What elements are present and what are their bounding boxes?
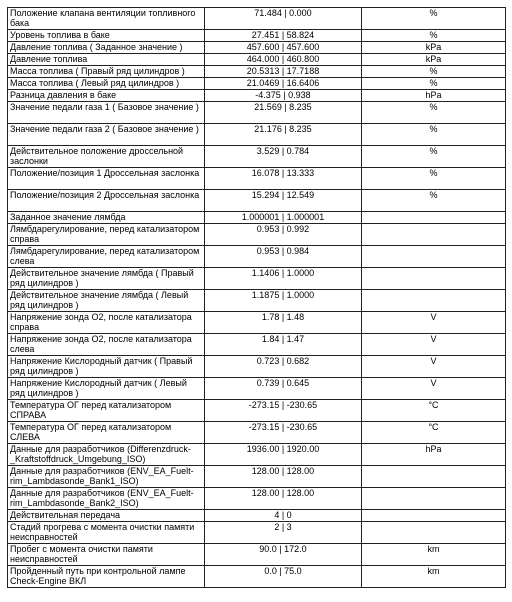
param-name: Действительное значение лямбда ( Левый ряд цилиндров ) xyxy=(8,290,205,312)
param-unit: °C xyxy=(362,400,506,422)
param-value: 0.739 | 0.645 xyxy=(205,378,362,400)
param-name: Стадий прогрева с момента очистки памяти неисправностей xyxy=(8,522,205,544)
table-row xyxy=(8,312,506,334)
param-value: 21.176 | 8.235 xyxy=(205,124,362,146)
param-name: Пробег с момента очистки памяти неисправностей xyxy=(8,544,205,566)
param-value: 27.451 | 58.824 xyxy=(205,30,362,42)
param-value: 90.0 | 172.0 xyxy=(205,544,362,566)
param-unit: V xyxy=(362,312,506,334)
table-row xyxy=(8,378,506,400)
parameters-table xyxy=(7,7,506,588)
param-value: 0.0 | 75.0 xyxy=(205,566,362,588)
param-name: Положение клапана вентиляции топливного бака xyxy=(8,8,205,30)
param-unit xyxy=(362,522,506,544)
param-name: Давление топлива ( Заданное значение ) xyxy=(8,42,205,54)
table-row xyxy=(8,356,506,378)
table-row xyxy=(8,566,506,588)
table-row xyxy=(8,290,506,312)
param-name: Масса топлива ( Левый ряд цилиндров ) xyxy=(8,78,205,90)
table-row xyxy=(8,42,506,54)
param-unit: kPa xyxy=(362,42,506,54)
param-name: Давление топлива xyxy=(8,54,205,66)
param-unit xyxy=(362,268,506,290)
param-unit: hPa xyxy=(362,444,506,466)
param-unit xyxy=(362,510,506,522)
table-row xyxy=(8,466,506,488)
param-name: Пройденный путь при контрольной лампе Check-Engine ВКЛ xyxy=(8,566,205,588)
table-row xyxy=(8,444,506,466)
table-row xyxy=(8,90,506,102)
param-value: 1936.00 | 1920.00 xyxy=(205,444,362,466)
param-value: 464.000 | 460.800 xyxy=(205,54,362,66)
param-name: Положение/позиция 2 Дроссельная заслонка xyxy=(8,190,205,212)
table-row xyxy=(8,422,506,444)
table-row xyxy=(8,66,506,78)
param-unit xyxy=(362,212,506,224)
param-unit: % xyxy=(362,8,506,30)
param-name: Действительное положение дроссельной заслонки xyxy=(8,146,205,168)
table-row xyxy=(8,190,506,212)
param-unit: V xyxy=(362,378,506,400)
table-row xyxy=(8,246,506,268)
param-unit: % xyxy=(362,146,506,168)
param-value: 0.953 | 0.992 xyxy=(205,224,362,246)
param-value: 20.5313 | 17.7188 xyxy=(205,66,362,78)
param-value: 4 | 0 xyxy=(205,510,362,522)
param-unit: % xyxy=(362,66,506,78)
param-name: Масса топлива ( Правый ряд цилиндров ) xyxy=(8,66,205,78)
param-value: -273.15 | -230.65 xyxy=(205,422,362,444)
table-row xyxy=(8,212,506,224)
param-value: 0.953 | 0.984 xyxy=(205,246,362,268)
param-value: 3.529 | 0.784 xyxy=(205,146,362,168)
table-row xyxy=(8,168,506,190)
param-unit: kPa xyxy=(362,54,506,66)
param-value: 21.569 | 8.235 xyxy=(205,102,362,124)
param-unit xyxy=(362,466,506,488)
param-value: 1.1875 | 1.0000 xyxy=(205,290,362,312)
param-value: 15.294 | 12.549 xyxy=(205,190,362,212)
param-name: Температура ОГ перед катализатором СПРАВА xyxy=(8,400,205,422)
table-row xyxy=(8,8,506,30)
param-name: Данные для разработчиков (ENV_EA_Fuelt-rim_Lambdasonde_Bank1_ISO) xyxy=(8,466,205,488)
param-unit: hPa xyxy=(362,90,506,102)
table-row xyxy=(8,334,506,356)
param-unit: V xyxy=(362,334,506,356)
param-unit: V xyxy=(362,356,506,378)
param-name: Напряжение зонда О2, после катализатора справа xyxy=(8,312,205,334)
param-value: 1.84 | 1.47 xyxy=(205,334,362,356)
param-name: Лямбдарегулирование, перед катализатором слева xyxy=(8,246,205,268)
param-name: Действительное значение лямбда ( Правый ряд цилиндров ) xyxy=(8,268,205,290)
param-value: -273.15 | -230.65 xyxy=(205,400,362,422)
param-name: Данные для разработчиков (ENV_EA_Fuelt-rim_Lambdasonde_Bank2_ISO) xyxy=(8,488,205,510)
table-row xyxy=(8,544,506,566)
param-name: Разница давления в баке xyxy=(8,90,205,102)
table-row xyxy=(8,510,506,522)
param-value: 0.723 | 0.682 xyxy=(205,356,362,378)
param-unit: % xyxy=(362,102,506,124)
param-value: 16.078 | 13.333 xyxy=(205,168,362,190)
param-value: 21.0469 | 16.6406 xyxy=(205,78,362,90)
table-row xyxy=(8,102,506,124)
param-unit: % xyxy=(362,190,506,212)
param-unit: °C xyxy=(362,422,506,444)
table-row xyxy=(8,146,506,168)
table-row xyxy=(8,522,506,544)
table-row xyxy=(8,488,506,510)
param-unit: % xyxy=(362,30,506,42)
table-row xyxy=(8,124,506,146)
param-value: 1.1406 | 1.0000 xyxy=(205,268,362,290)
param-value: 1.000001 | 1.000001 xyxy=(205,212,362,224)
param-name: Действительная передача xyxy=(8,510,205,522)
param-unit: km xyxy=(362,544,506,566)
param-unit: % xyxy=(362,124,506,146)
param-name: Положение/позиция 1 Дроссельная заслонка xyxy=(8,168,205,190)
param-name: Значение педали газа 1 ( Базовое значение ) xyxy=(8,102,205,124)
param-name: Значение педали газа 2 ( Базовое значение ) xyxy=(8,124,205,146)
param-unit xyxy=(362,224,506,246)
param-unit xyxy=(362,290,506,312)
param-value: -4.375 | 0.938 xyxy=(205,90,362,102)
param-name: Напряжение Кислородный датчик ( Левый ряд цилиндров ) xyxy=(8,378,205,400)
param-name: Уровень топлива в баке xyxy=(8,30,205,42)
param-unit: % xyxy=(362,168,506,190)
table-row xyxy=(8,224,506,246)
param-name: Напряжение зонда О2, после катализатора слева xyxy=(8,334,205,356)
param-value: 457.600 | 457.600 xyxy=(205,42,362,54)
param-value: 2 | 3 xyxy=(205,522,362,544)
param-unit: km xyxy=(362,566,506,588)
param-name: Лямбдарегулирование, перед катализатором справа xyxy=(8,224,205,246)
table-row xyxy=(8,54,506,66)
table-row xyxy=(8,30,506,42)
param-name: Напряжение Кислородный датчик ( Правый ряд цилиндров ) xyxy=(8,356,205,378)
param-unit: % xyxy=(362,78,506,90)
param-value: 1.78 | 1.48 xyxy=(205,312,362,334)
param-value: 128.00 | 128.00 xyxy=(205,488,362,510)
param-unit xyxy=(362,246,506,268)
table-row xyxy=(8,268,506,290)
param-name: Температура ОГ перед катализатором СЛЕВА xyxy=(8,422,205,444)
param-name: Заданное значение лямбда xyxy=(8,212,205,224)
param-value: 71.484 | 0.000 xyxy=(205,8,362,30)
param-name: Данные для разработчиков (Differenzdruck-_Kraftstoffdruck_Umgebung_ISO) xyxy=(8,444,205,466)
table-row xyxy=(8,78,506,90)
param-unit xyxy=(362,488,506,510)
table-row xyxy=(8,400,506,422)
param-value: 128.00 | 128.00 xyxy=(205,466,362,488)
